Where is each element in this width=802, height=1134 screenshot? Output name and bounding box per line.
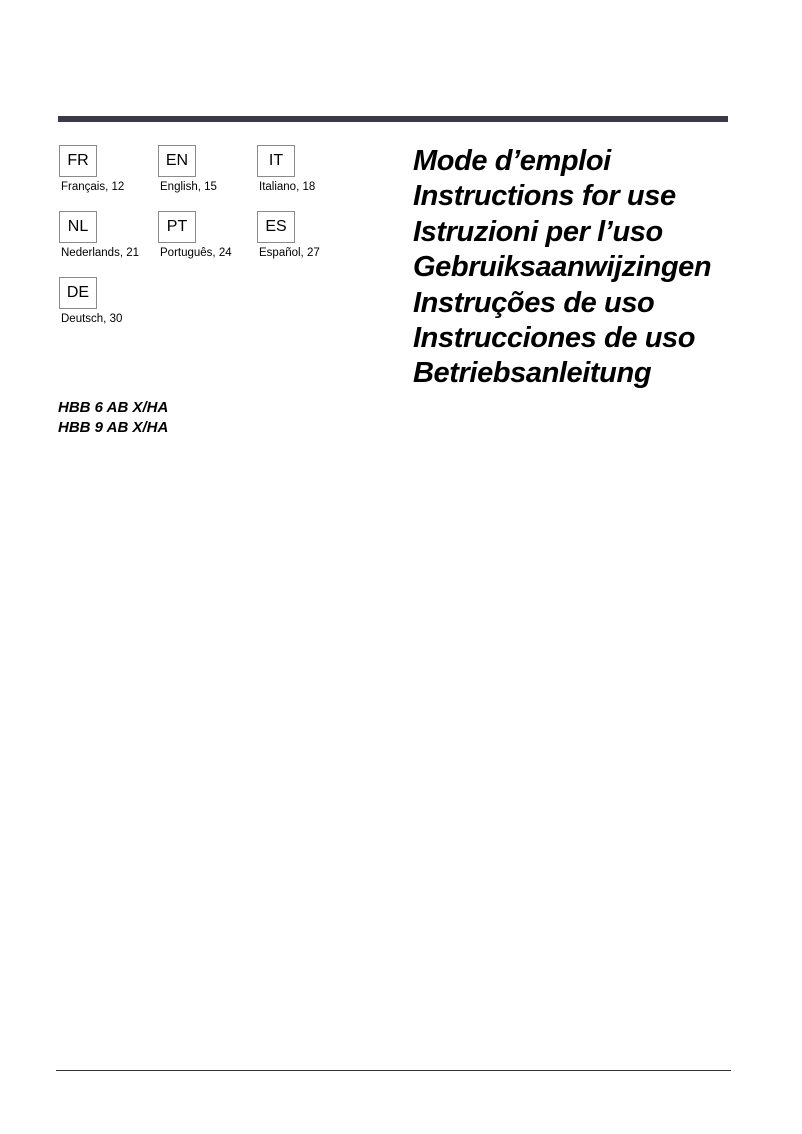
- language-code-box-es[interactable]: ES: [257, 211, 295, 243]
- model-name: HBB 6 AB X/HA: [58, 399, 169, 416]
- language-it: [257, 145, 367, 193]
- language-page-label-pt: Português, 24: [160, 247, 232, 259]
- language-page-label-nl: Nederlands, 21: [61, 247, 139, 259]
- header-rule: [58, 116, 728, 122]
- language-code-box-en[interactable]: EN: [158, 145, 196, 177]
- language-es: [257, 211, 367, 259]
- model-name: HBB 9 AB X/HA: [58, 419, 169, 436]
- language-code-box-pt[interactable]: PT: [158, 211, 196, 243]
- language-page-label-it: Italiano, 18: [259, 181, 316, 193]
- language-page-label-fr: Français, 12: [61, 181, 125, 193]
- title-en: Instructions for use: [413, 180, 676, 213]
- language-code-box-it[interactable]: IT: [257, 145, 295, 177]
- title-nl: Gebruiksaanwijzingen: [413, 251, 712, 284]
- model-list: [58, 398, 168, 438]
- language-code-box-de[interactable]: DE: [59, 277, 97, 309]
- title-pt: Instruções de uso: [413, 286, 655, 319]
- language-page-label-en: English, 15: [160, 181, 217, 193]
- language-page-label-es: Español, 27: [259, 247, 320, 259]
- manual-titles: [413, 144, 711, 392]
- language-code-box-nl[interactable]: NL: [59, 211, 97, 243]
- title-it: Istruzioni per l’uso: [413, 215, 663, 248]
- title-fr: Mode d’emploi: [413, 145, 611, 177]
- title-de: Betriebsanleitung: [413, 357, 652, 390]
- language-de: [59, 277, 169, 325]
- footer-rule: [56, 1070, 731, 1071]
- language-page-label-de: Deutsch, 30: [61, 313, 123, 325]
- title-es: Instrucciones de uso: [413, 322, 696, 355]
- language-fr: [59, 145, 169, 193]
- language-pt: [158, 211, 268, 259]
- language-code-box-fr[interactable]: FR: [59, 145, 97, 177]
- language-en: [158, 145, 268, 193]
- language-nl: [59, 211, 169, 259]
